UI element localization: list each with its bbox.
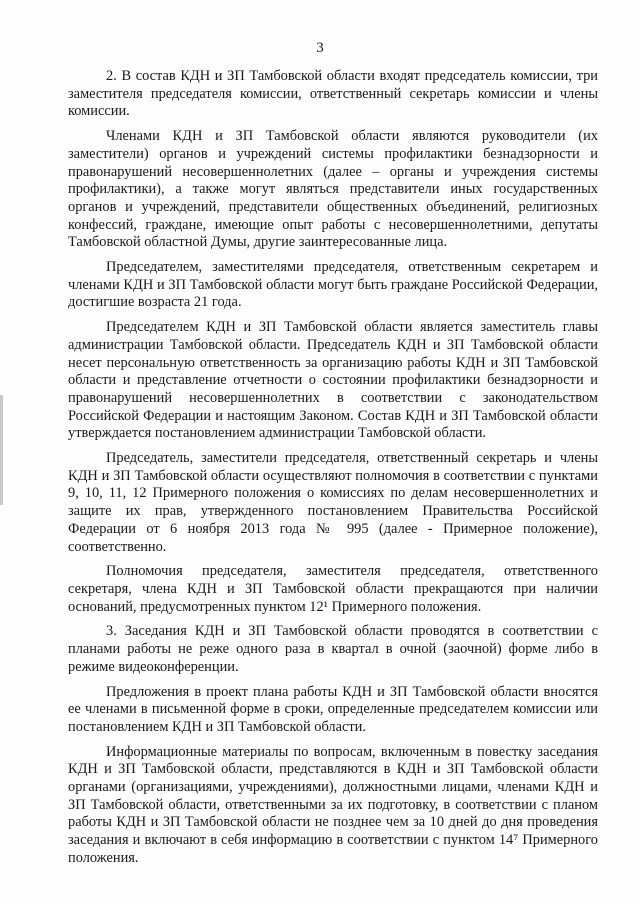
scan-margin-mark	[0, 395, 3, 505]
paragraph-8: Предложения в проект плана работы КДН и ЗП Тамбовской области вносятся ее членами в письменной форме в сроки, определенные председателем комиссии или постановлением КДН и ЗП Тамбовской области.	[68, 683, 598, 735]
paragraph-7: 3. Заседания КДН и ЗП Тамбовской области проводятся в соответствии с планами работы не реже одного раза в квартал в очной (заочной) форме либо в режиме видеоконференции.	[68, 623, 598, 675]
paragraph-9: Информационные материалы по вопросам, включенным в повестку заседания КДН и ЗП Тамбовской области, представляются в КДН и ЗП Тамбовской области органами (организациями, учреждениями), должностными лицами, членами КДН и ЗП Тамбовской области, ответственными за их подготовку, в соответствии с планом работы КДН и ЗП Тамбовской области не позднее чем за 10 дней до дня проведения заседания и включают в себя информацию в соответствии с пунктом 14⁷ Примерного положения.	[68, 743, 598, 866]
page-number: 3	[316, 40, 324, 56]
paragraph-4: Председателем КДН и ЗП Тамбовской области является заместитель главы администрации Тамбовской области. Председатель КДН и ЗП Тамбовской области несет персональную ответственность за организацию работы КДН и ЗП Тамбовской области и представление отчетности о состоянии профилактики безнадзорности и правонарушений несовершеннолетних в соответствии с законодательством Российской Федерации и настоящим Законом. Состав КДН и ЗП Тамбовской области утверждается постановлением администрации Тамбовской области.	[68, 319, 598, 442]
paragraph-6: Полномочия председателя, заместителя председателя, ответственного секретаря, члена КДН и ЗП Тамбовской области прекращаются при наличии оснований, предусмотренных пунктом 12¹ Примерного положения.	[68, 563, 598, 615]
paragraph-3: Председателем, заместителями председателя, ответственным секретарем и членами КДН и ЗП Тамбовской области могут быть граждане Российской Федерации, достигшие возраста 21 года.	[68, 259, 598, 311]
paragraph-2: Членами КДН и ЗП Тамбовской области являются руководители (их заместители) органов и учреждений системы профилактики безнадзорности и правонарушений несовершеннолетних (далее – органы и учреждения системы профилактики), а также могут являться представители иных государственных органов и учреждений, представители общественных объединений, религиозных конфессий, граждане, имеющие опыт работы с несовершеннолетними, депутаты Тамбовской областной Думы, другие заинтересованные лица.	[68, 128, 598, 251]
paragraph-1: 2. В состав КДН и ЗП Тамбовской области входят председатель комиссии, три заместителя председателя комиссии, ответственный секретарь комиссии и члены комиссии.	[68, 68, 598, 120]
paragraph-5: Председатель, заместители председателя, ответственный секретарь и члены КДН и ЗП Тамбовской области осуществляют полномочия в соответствии с пунктами 9, 10, 11, 12 Примерного положения о комиссиях по делам несовершеннолетних и защите их прав, утвержденного постановлением Правительства Российской Федерации от 6 ноября 2013 года № 995 (далее - Примерное положение), соответственно.	[68, 450, 598, 555]
document-body	[68, 68, 598, 875]
